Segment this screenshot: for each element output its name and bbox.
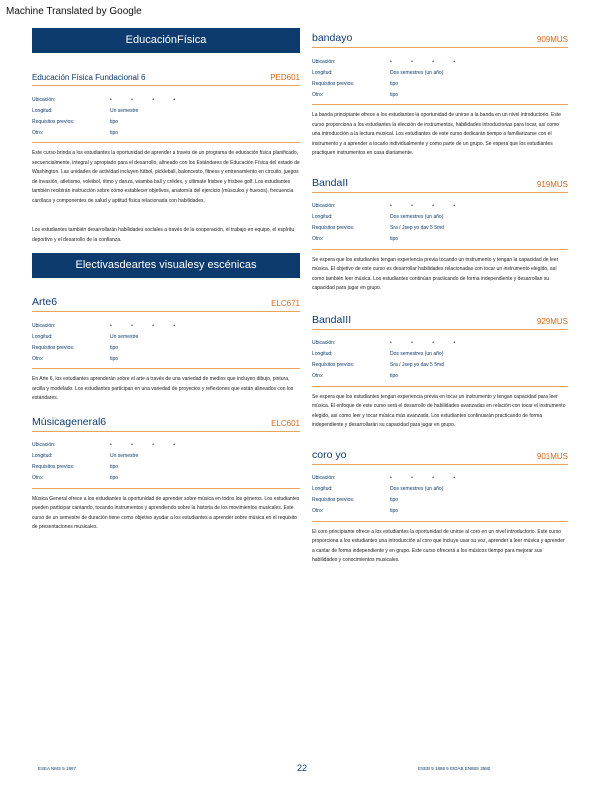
meta-row (32, 342, 300, 353)
course-header (32, 416, 300, 432)
meta-value: tipo (110, 464, 119, 470)
meta-row (32, 473, 300, 484)
description-paragraph: La banda principiante ofrece a los estudiantes la oportunidad de unirse a la banda en un nivel introductorio. Este curso proporciona a los estudiantes la elección de instrumentos, habilidades introductorias para tocar, así como una introducción a la lectura musical. Los estudiantes de este curso dedicarán tiempo a familiarizarse con el instrumento y a aprender a tocarlo individualmente y como parte de un grupo. Se espera que los estudiantes practiquen instrumentos en casa diariamente. (312, 112, 562, 156)
left-column (32, 28, 300, 541)
meta-key: Ubicación: (312, 58, 336, 65)
section-title-arts-electives: Electivasdeartes visualesy escénicas (32, 253, 300, 278)
meta-value: • • • • (390, 340, 465, 346)
meta-row (312, 371, 568, 382)
description-paragraph: Los estudiantes también desarrollarán habilidades sociales a través de la cooperación, el trabajo en equipo, el espíritu deportivo y el desarrollo de la confianza. (32, 227, 295, 243)
meta-key: Requisitos previos: (312, 497, 355, 503)
meta-row (312, 338, 568, 349)
course-description (312, 111, 568, 159)
meta-key: Longitud: (312, 486, 333, 492)
course-block (312, 177, 568, 294)
description-paragraph: Música General ofrece a los estudiantes la oportunidad de aprender sobre música en todos los géneros. Los estudiantes pueden participar cantando, tocando instrumentos y aprendiendo sobre la historia de los movimientos musicales. Este curso de un semestre de duración tiene como objetivo ayudar a los estudiantes a aprender sobre música en el requisito de presentaciones musicales. (32, 495, 300, 530)
course-description (312, 528, 568, 566)
meta-value: Un semestre (110, 107, 139, 114)
course-block (312, 32, 568, 159)
meta-row (312, 67, 568, 78)
course-description (312, 393, 568, 431)
course-code: ELC671 (271, 299, 300, 308)
meta-key: Requisitos previos: (312, 80, 355, 87)
meta-key: Requisitos previos: (32, 118, 75, 125)
course-meta (312, 338, 568, 387)
meta-key: Otro: (312, 373, 324, 379)
meta-key: Ubicación: (32, 322, 56, 329)
meta-key: Requisitos previos: (32, 344, 75, 351)
course-name: bandayo (312, 32, 353, 44)
meta-row (32, 116, 300, 127)
meta-value: tipo (390, 497, 399, 503)
meta-row (312, 349, 568, 360)
description-paragraph: El coro principiante ofrece a los estudiantes la oportunidad de unirse al coro en un nivel introductorio. Este curso proporciona a los estudiantes una introducción al coro que incluye usar su voz, aprender a leer música y aprender a cantar de forma independiente y en grupo. Este curso ofrecerá a los músicos tiempo para mejorar sus habilidades y conocimientos musicales. (312, 528, 565, 563)
course-name: Arte6 (32, 296, 58, 308)
meta-row (312, 212, 568, 223)
course-meta (312, 56, 568, 105)
course-code: 909MUS (536, 35, 568, 44)
meta-row (312, 234, 568, 245)
meta-row (312, 56, 568, 67)
machine-translated-label: Machine Translated by Google (6, 6, 142, 17)
meta-row (32, 440, 300, 451)
meta-row (312, 506, 568, 517)
meta-value: Dos semestres (un año) (390, 214, 444, 220)
meta-value: • • • • (110, 442, 185, 448)
course-description (32, 149, 300, 245)
meta-key: Requisitos previos: (32, 464, 75, 470)
meta-value: • • • • (390, 475, 465, 481)
meta-key: Ubicación: (32, 96, 56, 103)
meta-key: Otro: (32, 129, 44, 136)
meta-key: Longitud: (32, 107, 53, 114)
course-header (312, 449, 568, 465)
course-code: 919MUS (536, 179, 568, 189)
meta-value: • • • • (390, 58, 465, 65)
meta-row (312, 89, 568, 100)
meta-key: Ubicación: (312, 475, 336, 481)
meta-row (312, 473, 568, 484)
course-header (32, 73, 300, 86)
meta-key: Otro: (312, 91, 324, 98)
footer-right-text: ESEB 5 1888 5 EIDAB EN88S 3580 (418, 766, 491, 771)
course-block (312, 314, 568, 431)
meta-value: • • • • (110, 96, 185, 103)
course-header (312, 177, 568, 193)
course-code: PED601 (270, 73, 300, 82)
meta-value: Sra / Jsep yo dav 5 5md (390, 225, 444, 231)
course-header (32, 296, 300, 312)
meta-value: • • • • (390, 203, 465, 209)
meta-row (32, 331, 300, 342)
course-block (32, 73, 300, 245)
meta-value: tipo (110, 129, 119, 136)
meta-key: Ubicación: (312, 203, 336, 209)
meta-row (312, 78, 568, 89)
meta-value: Dos semestres (un año) (390, 351, 444, 357)
course-name: Educación Física Fundacional 6 (32, 73, 146, 82)
course-name: BandaII (312, 176, 349, 189)
meta-value: tipo (390, 236, 399, 242)
course-description (32, 375, 300, 404)
meta-row (312, 484, 568, 495)
meta-value: tipo (110, 344, 119, 351)
section-title-physical-education: EducaciónFísica (32, 28, 300, 53)
course-meta (32, 440, 300, 489)
meta-row (312, 223, 568, 234)
course-code: 901MUS (536, 451, 568, 461)
course-block (32, 296, 300, 404)
meta-row (32, 353, 300, 364)
course-header (312, 32, 568, 48)
course-header (312, 314, 568, 330)
meta-key: Otro: (312, 508, 324, 514)
meta-value: Dos semestres (un año) (390, 69, 444, 76)
meta-value: tipo (110, 475, 119, 481)
description-paragraph: Se espera que los estudiantes tengan experiencia previa tocando un instrumento y tengan la capacidad de leer música. El objetivo de este curso es desarrollar habilidades relacionadas con tocar un instrumento elegido, así como también leer música. Los estudiantes continúan practicando de forma independiente y desarrollan su capacidad para jugar en grupo. (312, 256, 559, 291)
meta-value: tipo (110, 118, 119, 125)
meta-row (312, 495, 568, 506)
meta-key: Longitud: (312, 69, 333, 76)
meta-key: Longitud: (312, 351, 333, 357)
meta-value: Dos semestres (un año) (390, 486, 444, 492)
course-name: Músicageneral6 (32, 415, 107, 428)
meta-key: Longitud: (32, 333, 53, 340)
course-code: ELC601 (271, 418, 300, 428)
meta-key: Requisitos previos: (312, 225, 355, 231)
course-block (312, 449, 568, 566)
course-block (32, 416, 300, 533)
page-number: 22 (297, 763, 308, 773)
meta-key: Otro: (312, 236, 324, 242)
description-paragraph: Se espera que los estudiantes tengan experiencia previa en tocar un instrumento y tengan capacidad para leer música. El enfoque de este curso será el desarrollo de habilidades avanzadas en relación con tocar el instrumento elegido, así como leer y tocar música más avanzada. Los estudiantes continuarán practicando de forma independiente y desarrollarán su capacidad para jugar en grupo. (312, 393, 566, 428)
meta-value: Un semestre (110, 453, 139, 459)
course-meta (312, 201, 568, 250)
meta-key: Ubicación: (32, 442, 56, 448)
course-meta (32, 94, 300, 143)
course-code: 929MUS (536, 316, 568, 326)
meta-value: tipo (390, 91, 399, 98)
meta-key: Longitud: (32, 453, 53, 459)
meta-row (32, 451, 300, 462)
description-paragraph: Este curso brinda a los estudiantes la oportunidad de aprender a través de un programa de educación física planificado, secuencialmente, integral y apropiado para el desarrollo, alineado con los Estándares de Educación Física del estado de Washington. Las unidades de actividad incluyen fútbol, pickleball, baloncesto, fitness y entrenamiento en circuito, juegos de invasión, atletismo, voleibol, ritmo y danza, wiamba ball y crédex, y ultimate frisbee y frisbee golf. Los estudiantes también recibirán instrucción sobre cómo establecer objetivos, anatomía del ejercicio (músculos y huesos), frecuencia cardíaca y componentes de salud y aptitud física relacionada con habilidades. (32, 150, 300, 204)
course-meta (32, 320, 300, 369)
footer-left-text: ESEA NMS 5 1997 (38, 766, 77, 771)
course-description (32, 495, 300, 533)
meta-value: Un semestre (110, 333, 139, 340)
meta-row (32, 320, 300, 331)
meta-row (32, 105, 300, 116)
description-paragraph: En Arte 6, los estudiantes aprenderán sobre el arte a través de una variedad de medios que incluyen dibujo, pintura, arcilla y modelado. Los estudiantes participan en una variedad de proyectos y reflexiones que están alineados con los estándares. (32, 376, 294, 401)
meta-key: Longitud: (312, 214, 333, 220)
course-name: BandaIII (312, 313, 352, 326)
course-meta (312, 473, 568, 522)
meta-row (312, 360, 568, 371)
meta-value: tipo (390, 80, 399, 87)
meta-value: Sra / Jsep yo dav 5 5md (390, 362, 444, 368)
meta-row (32, 94, 300, 105)
course-name: coro yo (312, 448, 347, 461)
course-description (312, 256, 568, 294)
meta-value: tipo (390, 508, 399, 514)
meta-key: Otro: (32, 355, 44, 362)
meta-row (32, 127, 300, 138)
meta-row (32, 462, 300, 473)
meta-value: • • • • (110, 322, 185, 329)
meta-value: tipo (110, 355, 119, 362)
meta-key: Otro: (32, 475, 44, 481)
meta-key: Ubicación: (312, 340, 336, 346)
meta-value: tipo (390, 373, 399, 379)
right-column (312, 28, 568, 574)
meta-row (312, 201, 568, 212)
meta-key: Requisitos previos: (312, 362, 355, 368)
